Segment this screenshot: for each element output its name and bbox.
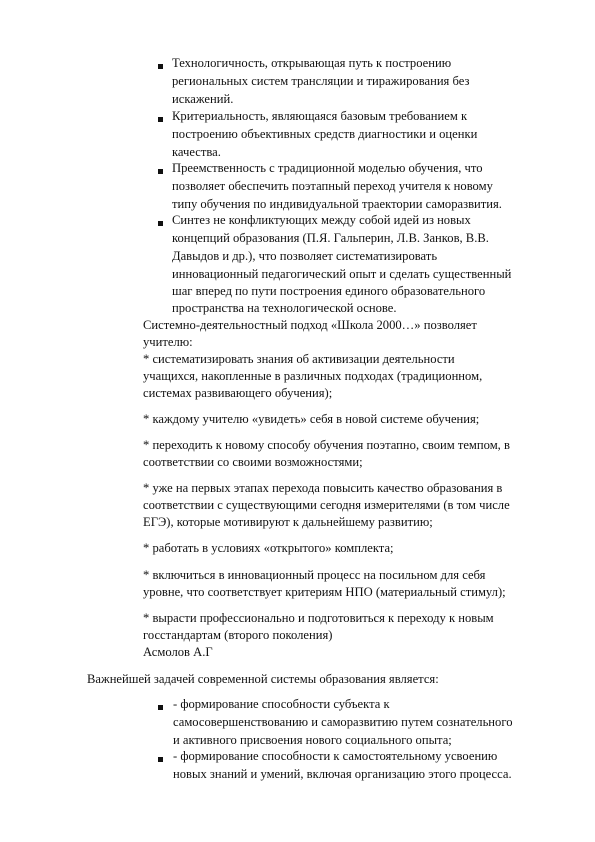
square-bullet-icon <box>158 705 163 710</box>
list-item-line: типу обучения по индивидуальной траектории саморазвития. <box>172 197 502 211</box>
square-bullet-icon <box>158 64 163 69</box>
list-item-line: инновационный педагогический опыт и сделать существенный <box>172 267 512 281</box>
list-item-line: пространства на технологической основе. <box>172 301 397 315</box>
list-item-line: * каждому учителю «увидеть» себя в новой системе обучения; <box>143 412 480 426</box>
list-item-line: * работать в условиях «открытого» комплекта; <box>143 541 394 555</box>
list-item-line: системах развивающего обучения); <box>143 386 333 400</box>
square-bullet-icon <box>158 757 163 762</box>
section-heading: Важнейшей задачей современной системы образования является: <box>87 672 439 686</box>
list-item-line: качества. <box>172 145 221 159</box>
list-item-line: построению объективных средств диагностики и оценки <box>172 127 478 141</box>
list-item-line: концепций образования (П.Я. Гальперин, Л.В. Занков, В.В. <box>172 231 489 245</box>
list-item-line: ЕГЭ), которые мотивируют к дальнейшему развитию; <box>143 515 433 529</box>
list-item-line: самосовершенствованию и саморазвитию путем сознательного <box>173 715 513 729</box>
list-item-line: шаг вперед по пути построения единого образовательного <box>172 284 486 298</box>
list-item-line: соответствии со своими возможностями; <box>143 455 363 469</box>
list-item-line: и активного присвоения нового социального опыта; <box>173 733 452 747</box>
list-item-line: Давыдов и др.), что позволяет систематизировать <box>172 249 438 263</box>
list-item-line: * вырасти профессионально и подготовиться к переходу к новым <box>143 611 494 625</box>
list-item-line: позволяет обеспечить поэтапный переход учителя к новому <box>172 179 493 193</box>
author-signature: Асмолов А.Г <box>143 645 213 659</box>
square-bullet-icon <box>158 221 163 226</box>
list-item-line: учащихся, накопленные в различных подходах (традиционном, <box>143 369 483 383</box>
list-item-line: Критериальность, являющаяся базовым требованием к <box>172 109 468 123</box>
list-item-line: * систематизировать знания об активизации деятельности <box>143 352 455 366</box>
list-item-line: * уже на первых этапах перехода повысить качество образования в <box>143 481 503 495</box>
list-item-line: региональных систем трансляции и тиражирования без <box>172 74 470 88</box>
list-item-line: госстандартам (второго поколения) <box>143 628 333 642</box>
list-item-line: искажений. <box>172 92 234 106</box>
list-item-line: уровне, что соответствует критериям НПО (материальный стимул); <box>143 585 506 599</box>
list-item-line: - формирование способности субъекта к <box>173 697 390 711</box>
paragraph-line: учителю: <box>143 335 193 349</box>
list-item-line: Технологичность, открывающая путь к построению <box>172 56 452 70</box>
square-bullet-icon <box>158 117 163 122</box>
list-item-line: * включиться в инновационный процесс на посильном для себя <box>143 568 486 582</box>
list-item-line: новых знаний и умений, включая организацию этого процесса. <box>173 767 512 781</box>
list-item-line: * переходить к новому способу обучения поэтапно, своим темпом, в <box>143 438 510 452</box>
list-item-line: соответствии с существующими сегодня измерителями (в том числе <box>143 498 510 512</box>
list-item-line: - формирование способности к самостоятельному усвоению <box>173 749 498 763</box>
square-bullet-icon <box>158 169 163 174</box>
list-item-line: Синтез не конфликтующих между собой идей из новых <box>172 213 471 227</box>
paragraph-line: Системно-деятельностный подход «Школа 2000…» позволяет <box>143 318 477 332</box>
list-item-line: Преемственность с традиционной моделью обучения, что <box>172 161 483 175</box>
